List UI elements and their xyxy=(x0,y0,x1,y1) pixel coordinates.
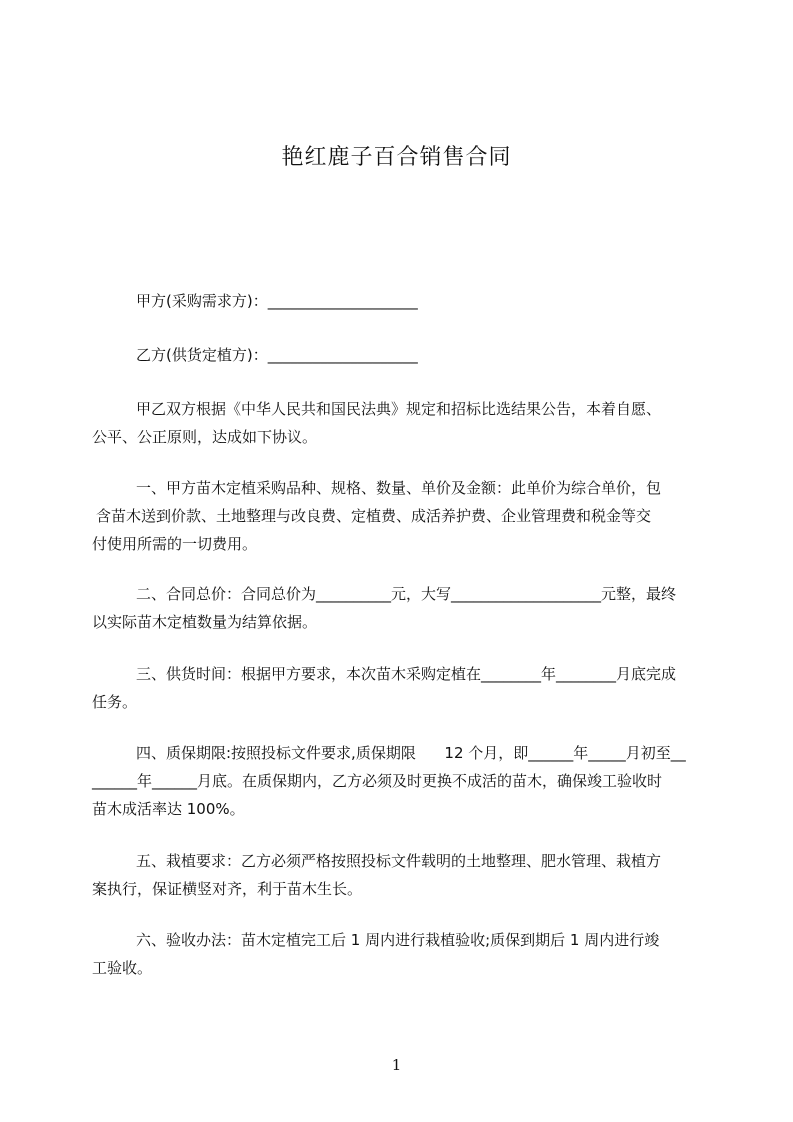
clause-5-line-2: 案执行，保证横竖对齐，利于苗木生长。 xyxy=(92,880,363,898)
page-number: 1 xyxy=(391,1056,402,1074)
document-title: 艳红鹿子百合销售合同 xyxy=(281,145,512,170)
party-b-line: 乙方(供货定植方)：____________________ xyxy=(136,346,418,364)
clause-3-line-1: 三、供货时间：根据甲方要求，本次苗木采购定植在________年________月底完成 xyxy=(136,665,677,683)
clause-1-line-3: 付使用所需的一切费用。 xyxy=(92,535,258,553)
clause-4-line-3: 苗木成活率达 100%。 xyxy=(92,800,245,818)
clause-4-line-2: ______年______月底。在质保期内，乙方必须及时更换不成活的苗木，确保竣工验收时 xyxy=(92,772,663,790)
clause-2-line-2: 以实际苗木定植数量为结算依据。 xyxy=(92,613,318,631)
clause-2-line-1: 二、合同总价：合同总价为__________元，大写____________________元整，最终 xyxy=(136,585,677,603)
clause-6-line-2: 工验收。 xyxy=(92,959,153,977)
intro-line-2: 公平、公正原则，达成如下协议。 xyxy=(92,428,318,446)
clause-5-line-1: 五、栽植要求：乙方必须严格按照投标文件载明的土地整理、肥水管理、栽植方 xyxy=(136,852,662,870)
clause-4-line-1: 四、质保期限:按照投标文件要求,质保期限 12 个月，即______年_____月初至__ xyxy=(136,744,686,762)
clause-1-line-2: 含苗木送到价款、土地整理与改良费、定植费、成活养护费、企业管理费和税金等交 xyxy=(96,507,652,525)
clause-6-line-1: 六、验收办法：苗木定植完工后 1 周内进行栽植验收;质保到期后 1 周内进行竣 xyxy=(136,931,660,949)
clause-3-line-2: 任务。 xyxy=(92,693,138,711)
party-a-line: 甲方(采购需求方)：____________________ xyxy=(136,292,418,310)
clause-1-line-1: 一、甲方苗木定植采购品种、规格、数量、单价及金额：此单价为综合单价，包 xyxy=(136,479,662,497)
intro-line-1: 甲乙双方根据《中华人民共和国民法典》规定和招标比选结果公告，本着自愿、 xyxy=(136,400,662,418)
